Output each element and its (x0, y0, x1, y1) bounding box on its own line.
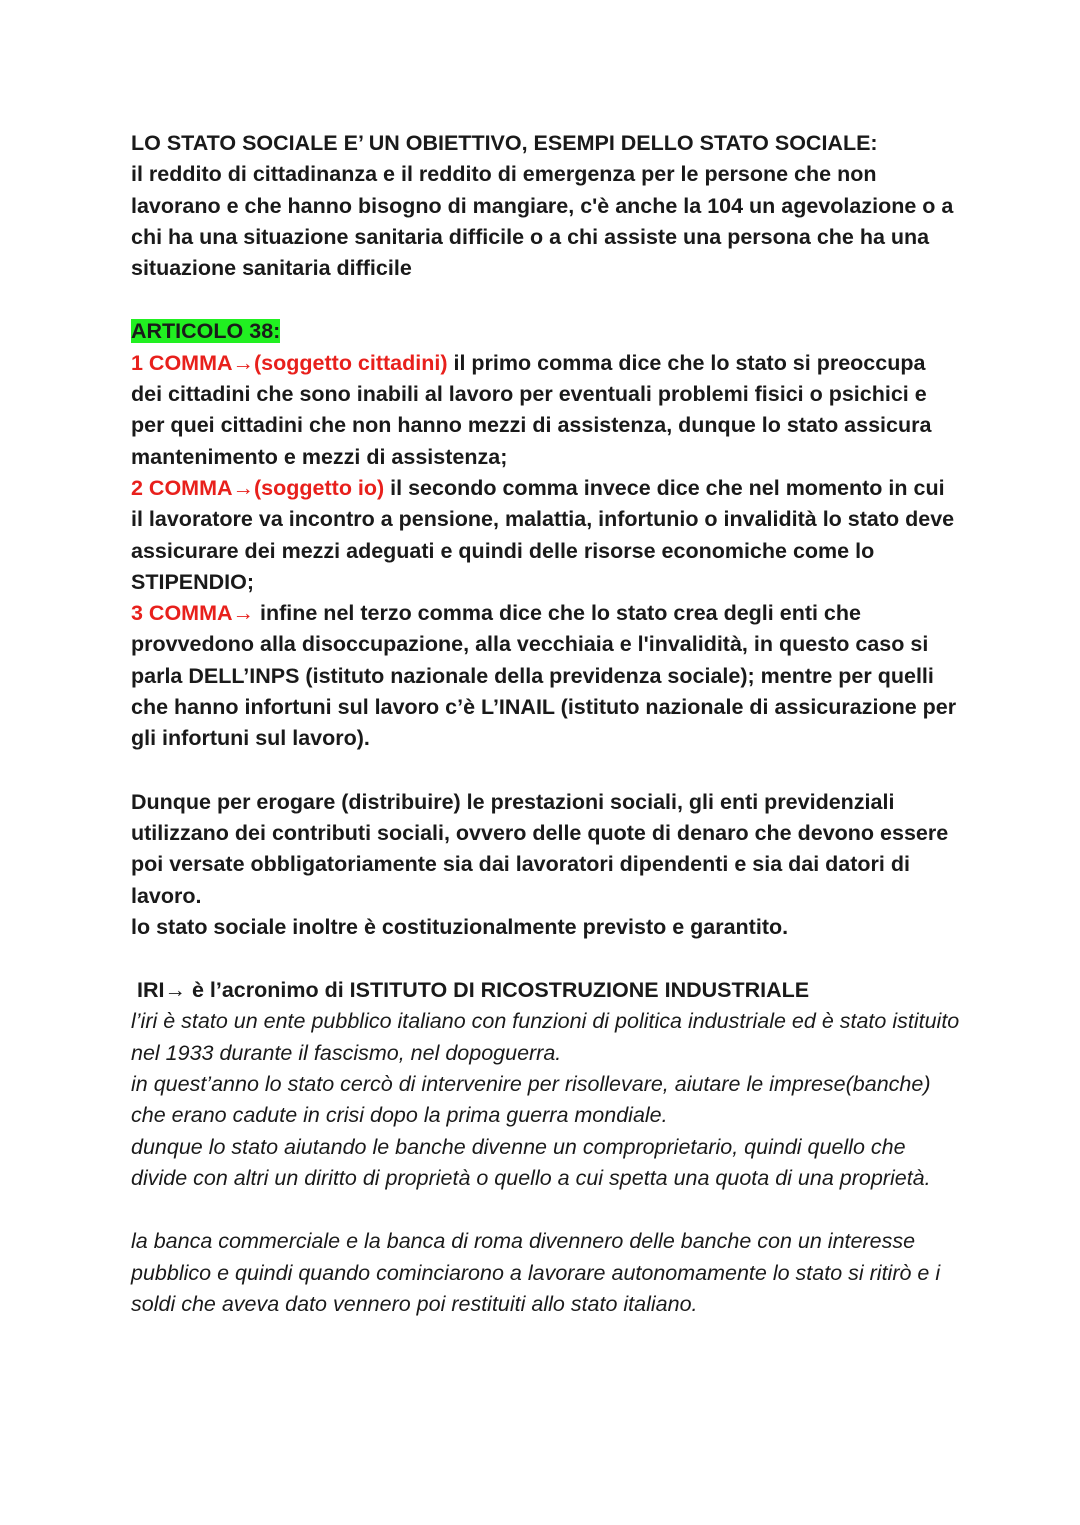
comma-2-label: 2 COMMA→(soggetto io) (131, 475, 385, 500)
article-block (131, 316, 961, 347)
iri-paragraph-2: in quest’anno lo stato cercò di intervenire per risollevare, aiutare le imprese(banche) che erano cadute in crisi dopo la prima guerra mondiale. (131, 1072, 931, 1128)
contributions-closing: lo stato sociale inoltre è costituzionalmente previsto e garantito. (131, 914, 789, 939)
comma-3-label: 3 COMMA→ (131, 601, 255, 626)
comma-1-label: 1 COMMA→(soggetto cittadini) (131, 350, 448, 375)
spacer (131, 284, 961, 316)
spacer (131, 943, 961, 975)
comma-2-text: il secondo comma invece dice che nel momento in cui il lavoratore va incontro a pensione, malattia, infortunio o invalidità lo stato deve assicurare dei mezzi adeguati e quindi delle risorse economiche come lo STIPENDIO; (131, 475, 955, 594)
comma-3-text: infine nel terzo comma dice che lo stato crea degli enti che provvedono alla disoccupazione, alla vecchiaia e l'invalidità, in questo caso si parla DELL’INPS (istituto nazionale della previdenza sociale); mentre per quelli che hanno infortuni sul lavoro c’è L’INAIL (istituto nazionale di assicurazione per gli infortuni sul lavoro). (131, 601, 957, 751)
comma-3 (131, 598, 961, 754)
comma-2 (131, 473, 961, 598)
spacer (131, 1194, 961, 1226)
intro-heading: LO STATO SOCIALE E’ UN OBIETTIVO, ESEMPI DELLO STATO SOCIALE: (131, 131, 878, 155)
comma-1-text: il primo comma dice che lo stato si preoccupa dei cittadini che sono inabili al lavoro per eventuali problemi fisici o psichici e per quei cittadini che non hanno mezzi di assistenza, dunque lo stato assicura mantenimento e mezzi di assistenza; (131, 350, 932, 469)
spacer (131, 755, 961, 787)
article-title: ARTICOLO 38: (131, 319, 281, 344)
iri-paragraph-1: l’iri è stato un ente pubblico italiano con funzioni di politica industriale ed è stato istituito nel 1933 durante il fascismo, nel dopoguerra. (131, 1009, 960, 1065)
intro-text: il reddito di cittadinanza e il reddito di emergenza per le persone che non lavorano e che hanno bisogno di mangiare, c'è anche la 104 un agevolazione o a chi ha una situazione sanitaria difficile o a chi assiste una persona che ha una situazione sanitaria difficile (131, 162, 954, 281)
iri-title: IRI→ è l’acronimo di ISTITUTO DI RICOSTRUZIONE INDUSTRIALE (137, 978, 810, 1003)
iri-paragraph-3: dunque lo stato aiutando le banche divenne un comproprietario, quindi quello che divide con altri un diritto di proprietà o quello a cui spetta una quota di una proprietà. (131, 1134, 931, 1190)
document-page (131, 128, 961, 1320)
comma-1 (131, 348, 961, 473)
iri-paragraph-4: la banca commerciale e la banca di roma divennero delle banche con un interesse pubblico e quindi quando cominciarono a lavorare autonomamente lo stato si ritirò e i soldi che aveva dato vennero poi restituiti allo stato italiano. (131, 1229, 941, 1316)
contributions-paragraph: Dunque per erogare (distribuire) le prestazioni sociali, gli enti previdenziali utilizzano dei contributi sociali, ovvero delle quote di denaro che devono essere poi versate obbligatoriamente sia dai lavoratori dipendenti e sia dai datori di lavoro. (131, 789, 949, 908)
